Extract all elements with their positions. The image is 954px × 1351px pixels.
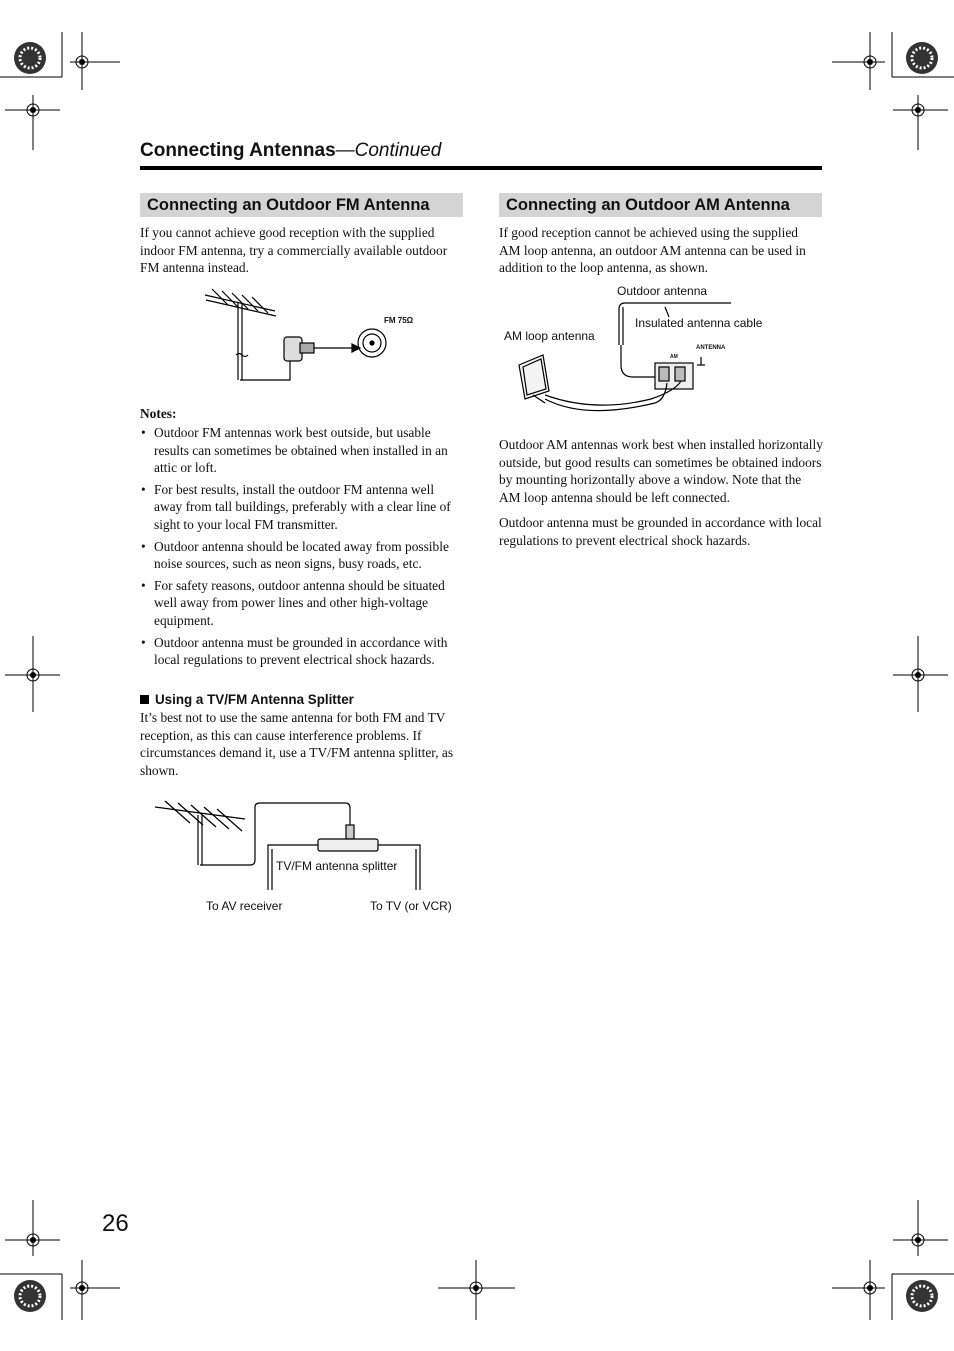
fm-antenna-boom bbox=[205, 295, 275, 311]
page-header-title bbox=[140, 140, 441, 162]
am-para-2: Outdoor antenna must be grounded in accordance with local regulations to prevent electrical shock hazards. bbox=[499, 515, 822, 548]
outdoor-antenna-label: Outdoor antenna bbox=[617, 284, 708, 298]
am-section-title: Connecting an Outdoor AM Antenna bbox=[499, 193, 822, 217]
to-av-receiver-label: To AV receiver bbox=[206, 899, 283, 913]
antenna-terminal-label: ANTENNA bbox=[696, 345, 726, 351]
am-loop-antenna-label: AM loop antenna bbox=[504, 329, 595, 343]
fm-intro-text: If you cannot achieve good reception with the supplied indoor FM antenna, try a commercially available outdoor FM antenna instead. bbox=[140, 225, 448, 276]
header-rule bbox=[140, 166, 822, 170]
am-antenna-diagram bbox=[505, 295, 745, 415]
note-item: • For safety reasons, outdoor antenna should be situated well away from power lines and other high-voltage equipment. bbox=[140, 577, 465, 630]
fm-antenna-diagram bbox=[200, 285, 430, 385]
splitter-label: TV/FM antenna splitter bbox=[276, 859, 398, 873]
square-bullet-icon bbox=[140, 695, 149, 704]
page-number: 26 bbox=[102, 1210, 129, 1237]
note-item: • Outdoor FM antennas work best outside, but usable results can sometimes be obtained when installed in an attic or loft. bbox=[140, 424, 465, 477]
am-body bbox=[499, 436, 823, 558]
fm-cable bbox=[240, 360, 290, 380]
fm-section-title: Connecting an Outdoor FM Antenna bbox=[140, 193, 463, 217]
splitter-text bbox=[140, 709, 465, 787]
note-item: • For best results, install the outdoor FM antenna well away from tall buildings, preferably with a clear line of sight to your local FM transmitter. bbox=[140, 481, 465, 534]
fm-jack-label: FM 75Ω bbox=[384, 316, 414, 325]
tv-antenna-elements bbox=[165, 801, 242, 831]
am-para-1: Outdoor AM antennas work best when installed horizontally outside, but good results can sometimes be obtained indoors by mounting horizontally above a window. Note that the AM loop antenna should be left connected. bbox=[499, 437, 823, 505]
antenna-cable bbox=[200, 803, 350, 865]
splitter-text-body: It’s best not to use the same antenna for both FM and TV reception, as this can cause interference problems. If circumstances demand it, use a TV/FM antenna splitter, as shown. bbox=[140, 710, 454, 778]
insulated-cable-label: Insulated antenna cable bbox=[635, 316, 763, 330]
fm-notes bbox=[140, 406, 465, 673]
am-intro-text: If good reception cannot be achieved using the supplied AM loop antenna, an outdoor AM antenna can be used in addition to the loop antenna, as shown. bbox=[499, 225, 806, 276]
am-intro bbox=[499, 224, 822, 285]
splitter-box bbox=[318, 839, 378, 851]
am-terminal-label: AM bbox=[670, 354, 678, 360]
splitter-heading-text: Using a TV/FM Antenna Splitter bbox=[155, 692, 354, 707]
fm-intro bbox=[140, 224, 462, 285]
note-item: • Outdoor antenna must be grounded in accordance with local regulations to prevent electrical shock hazards. bbox=[140, 634, 465, 669]
loop-cable bbox=[545, 383, 667, 411]
header-title-text: Connecting Antennas bbox=[140, 140, 336, 161]
note-item: • Outdoor antenna should be located away from possible noise sources, such as neon signs, busy roads, etc. bbox=[140, 538, 465, 573]
fm-adapter bbox=[284, 337, 302, 361]
splitter-diagram bbox=[150, 795, 450, 895]
header-continued: —Continued bbox=[335, 140, 442, 161]
notes-title: Notes: bbox=[140, 406, 177, 421]
to-tv-label: To TV (or VCR) bbox=[370, 899, 452, 913]
fm-antenna-elements bbox=[212, 289, 268, 313]
notes-list bbox=[140, 424, 465, 669]
splitter-heading bbox=[140, 692, 354, 707]
